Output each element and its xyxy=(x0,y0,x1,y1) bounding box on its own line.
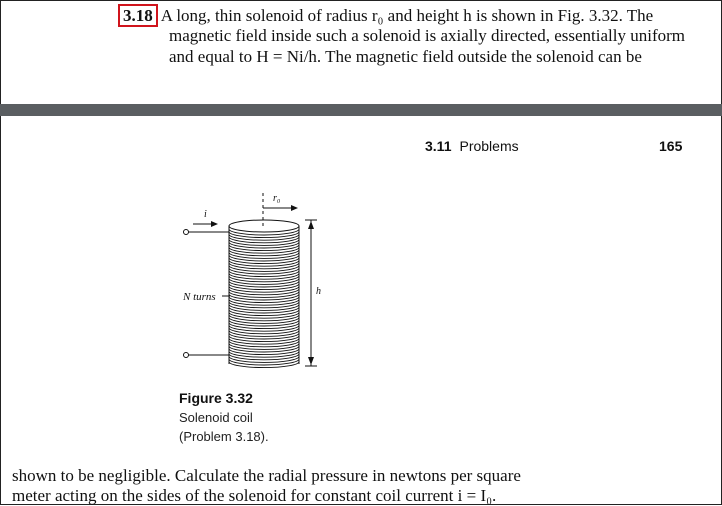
turns-label: N turns xyxy=(183,291,216,303)
top-terminal xyxy=(184,230,189,235)
page-number: 165 xyxy=(659,138,683,154)
solenoid-coil xyxy=(229,220,299,368)
problem-number: 3.18 xyxy=(118,4,158,27)
bottom-terminal xyxy=(184,353,189,358)
height-label: h xyxy=(316,286,321,297)
current-arrowhead xyxy=(211,221,218,227)
continuation-line-2: meter acting on the sides of the solenoid for constant coil current i = I₀. xyxy=(12,486,497,505)
figure-caption-line-2: (Problem 3.18). xyxy=(179,429,269,444)
height-top-arrowhead xyxy=(308,221,314,229)
problem-line-2: magnetic field inside such a solenoid is axially directed, essentially uniform xyxy=(169,26,686,45)
problem-continuation xyxy=(12,466,521,506)
figure-caption xyxy=(179,408,269,446)
section-title: Problems xyxy=(459,138,519,154)
figure-title: Figure 3.32 xyxy=(179,390,253,406)
section-number: 3.11 xyxy=(425,138,452,154)
radius-arrowhead xyxy=(291,205,298,211)
continuation-line-1: shown to be negligible. Calculate the radial pressure in newtons per square xyxy=(12,466,521,485)
coil-top-rim xyxy=(229,220,299,232)
height-bottom-arrowhead xyxy=(308,357,314,365)
current-label: i xyxy=(204,209,207,220)
problem-line-1: A long, thin solenoid of radius r₀ and height h is shown in Fig. 3.32. The xyxy=(160,6,654,25)
figure-caption-line-1: Solenoid coil xyxy=(179,410,253,425)
problem-line-3: and equal to H = Ni/h. The magnetic field outside the solenoid can be xyxy=(169,47,642,66)
radius-label: r₀ xyxy=(273,193,281,204)
